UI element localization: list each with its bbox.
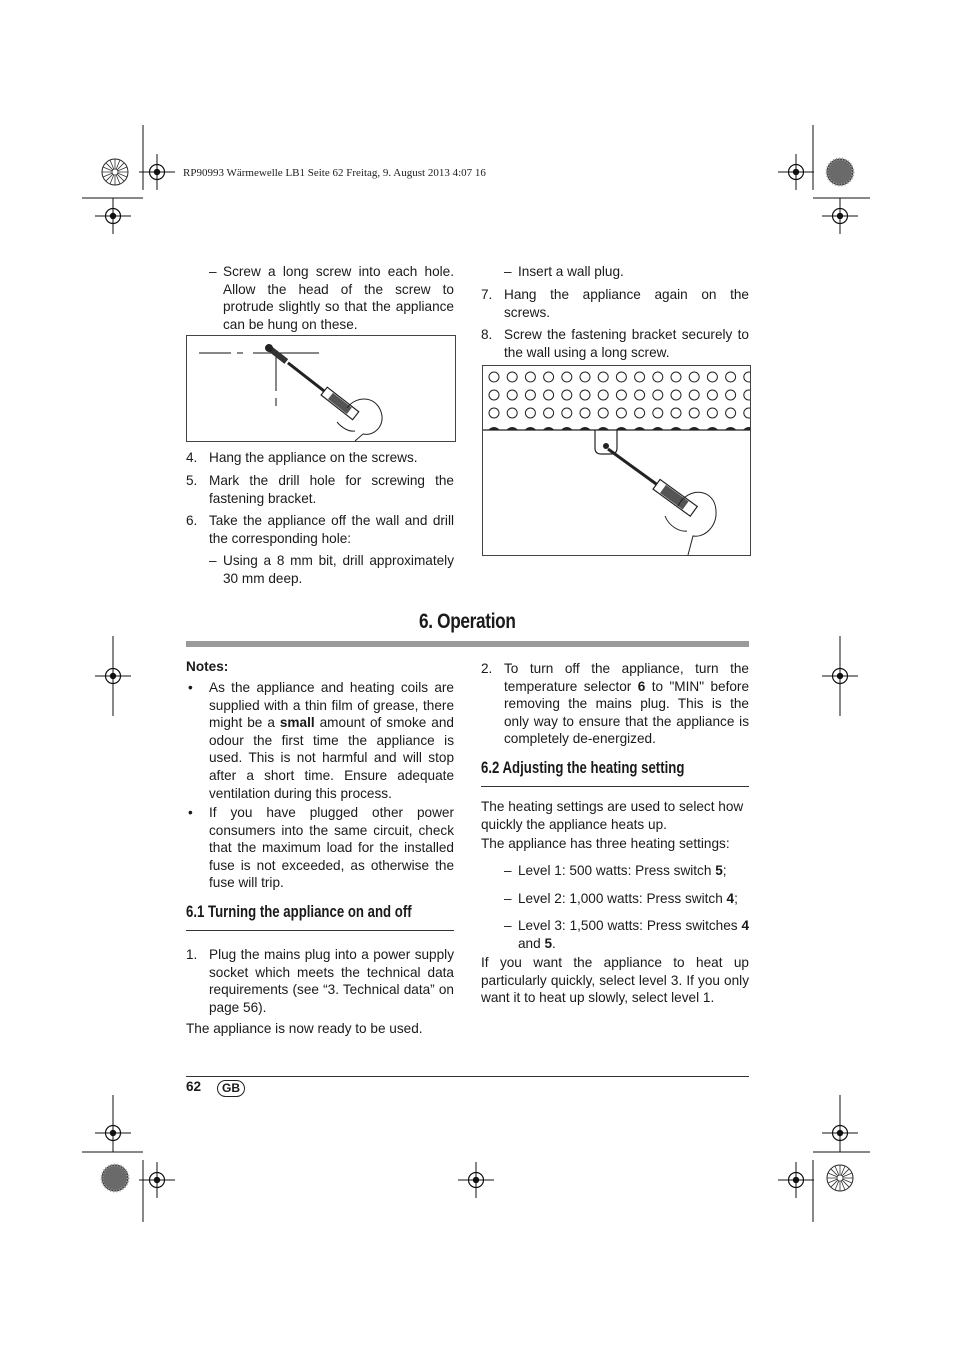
list-item-5: 5. Mark the drill hole for screwing the fastening bracket. [186,473,454,506]
section-6-2-rule [481,786,749,787]
section-6-1-heading: 6.1 Turning the appliance on and off [186,903,412,921]
print-header: RP90993 Wärmewelle LB1 Seite 62 Freitag, 9. August 2013 4:07 16 [183,167,486,179]
heating-outro: If you want the appliance to heat up particularly quickly, select level 3. If you only want it to heat up slowly, select level 1. [481,955,749,1006]
country-badge: GB [217,1079,245,1097]
page-number: 62 [186,1079,202,1094]
notes-heading: Notes: [186,659,229,674]
notes-bullet-circuit: • If you have plugged other power consumers into the same circuit, check that the maximum load for the installed fuse is not exceeded, as otherwise the fuse will trip. [188,805,454,891]
heating-level-2: – Level 2: 1,000 watts: Press switch 4; [504,891,738,906]
notes-bullet-grease: • As the appliance and heating coils are supplied with a thin film of grease, there might be a small amount of smoke and odour the first time the appliance is used. This is not harmful and will stop after a short time. Ensure adequate ventilation during this process. [188,680,454,801]
heating-level-1: – Level 1: 500 watts: Press switch 5; [504,863,727,878]
heating-intro-2: The appliance has three heating settings: [481,836,730,851]
section-6-2-heading: 6.2 Adjusting the heating setting [481,759,685,777]
section-6-1-rule [186,930,454,931]
heating-level-3: – Level 3: 1,500 watts: Press switches 4 and 5. [504,918,749,951]
list-item-6: 6. Take the appliance off the wall and drill the corresponding hole: [186,513,454,546]
list-item-8: 8. Screw the fastening bracket securely to the wall using a long screw. [481,327,749,360]
figure-screw-in-wall [186,335,456,442]
footer-rule [186,1076,749,1077]
list-item-plug: 1. Plug the mains plug into a power supply socket which meets the technical data requirements (see “3. Technical data” on page 56). [186,947,454,1015]
section-rule [186,641,749,647]
list-item-7: 7. Hang the appliance again on the screws. [481,287,749,320]
dash-item-screw: – Screw a long screw into each hole. Allow the head of the screw to protrude slightly so that the appliance can be hung on these. [209,264,454,332]
list-item-4: 4. Hang the appliance on the screws. [186,450,418,465]
figure-fastening-bracket [482,365,751,556]
list-item-turn-off: 2. To turn off the appliance, turn the temperature selector 6 to "MIN" before removing the mains plug. This is the only way to ensure that the appliance is completely de-energized. [481,661,749,747]
heating-intro: The heating settings are used to select how quickly the appliance heats up. [481,799,744,832]
dash-item-wall-plug: – Insert a wall plug. [504,264,624,279]
dash-item-drill: – Using a 8 mm bit, drill approximately 30 mm deep. [209,553,454,586]
section-title: 6. Operation [419,610,516,633]
ready-text: The appliance is now ready to be used. [186,1021,423,1036]
